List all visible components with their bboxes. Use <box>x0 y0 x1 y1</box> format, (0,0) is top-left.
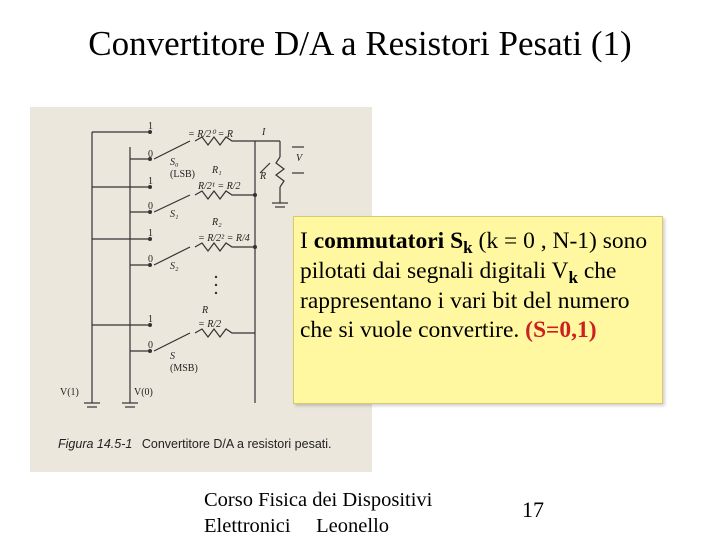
svg-text:= R/2: = R/2 <box>198 319 222 330</box>
callout-text-3: che rappresentano i vari bit del numero che si vuole convertire. <box>300 258 630 343</box>
svg-text:(LSB): (LSB) <box>170 169 195 180</box>
svg-text:1: 1 <box>148 314 153 325</box>
svg-text:1: 1 <box>148 176 153 187</box>
slide-footer <box>204 487 432 539</box>
svg-text:V(1): V(1) <box>60 387 79 398</box>
svg-text:(MSB): (MSB) <box>170 363 198 374</box>
svg-text:V(0): V(0) <box>134 387 153 398</box>
callout-text-1: I <box>300 228 314 254</box>
svg-text:R: R <box>202 305 209 316</box>
footer-line-1: Corso Fisica dei Dispositivi <box>204 489 433 511</box>
callout-subscript-k: k <box>463 238 473 257</box>
svg-text:R/2¹ = R/2: R/2¹ = R/2 <box>198 181 241 192</box>
svg-text:S₂: S₂ <box>170 261 179 272</box>
svg-text:0: 0 <box>148 340 153 351</box>
svg-text:I: I <box>262 127 266 138</box>
figure-caption-label: Figura 14.5-1 <box>58 437 133 451</box>
callout-text <box>300 227 660 345</box>
svg-text:R₁: R₁ <box>212 165 222 176</box>
callout-box <box>293 216 663 404</box>
callout-text-bold: commutatori S <box>313 228 464 254</box>
slide-title: Convertitore D/A a Resistori Pesati (1) <box>88 24 632 63</box>
figure-caption-text: Convertitore D/A a resistori pesati. <box>141 437 332 451</box>
footer-line-2: Elettronici Leonello <box>204 515 390 537</box>
svg-text:0: 0 <box>148 149 153 160</box>
callout-text-2: (k = 0 , N-1) sono pilotati dai segnali digitali V <box>300 228 648 284</box>
svg-text:R₂: R₂ <box>212 217 222 228</box>
svg-text:S₁: S₁ <box>170 209 179 220</box>
svg-text:V: V <box>296 153 303 164</box>
page-number: 17 <box>522 497 544 522</box>
svg-text:0: 0 <box>148 201 153 212</box>
svg-text:R: R <box>260 171 267 182</box>
svg-text:1: 1 <box>148 121 153 132</box>
svg-text:= R/2⁰ = R: = R/2⁰ = R <box>188 129 233 140</box>
callout-subscript-vk: k <box>568 268 578 287</box>
svg-text:= R/2² = R/4: = R/2² = R/4 <box>198 233 250 244</box>
svg-text:S₀: S₀ <box>170 157 179 168</box>
callout-highlight: (S=0,1) <box>525 317 597 343</box>
svg-text:0: 0 <box>148 254 153 265</box>
figure-caption <box>58 437 332 451</box>
svg-text:1: 1 <box>148 228 153 239</box>
svg-text:S: S <box>170 351 175 362</box>
